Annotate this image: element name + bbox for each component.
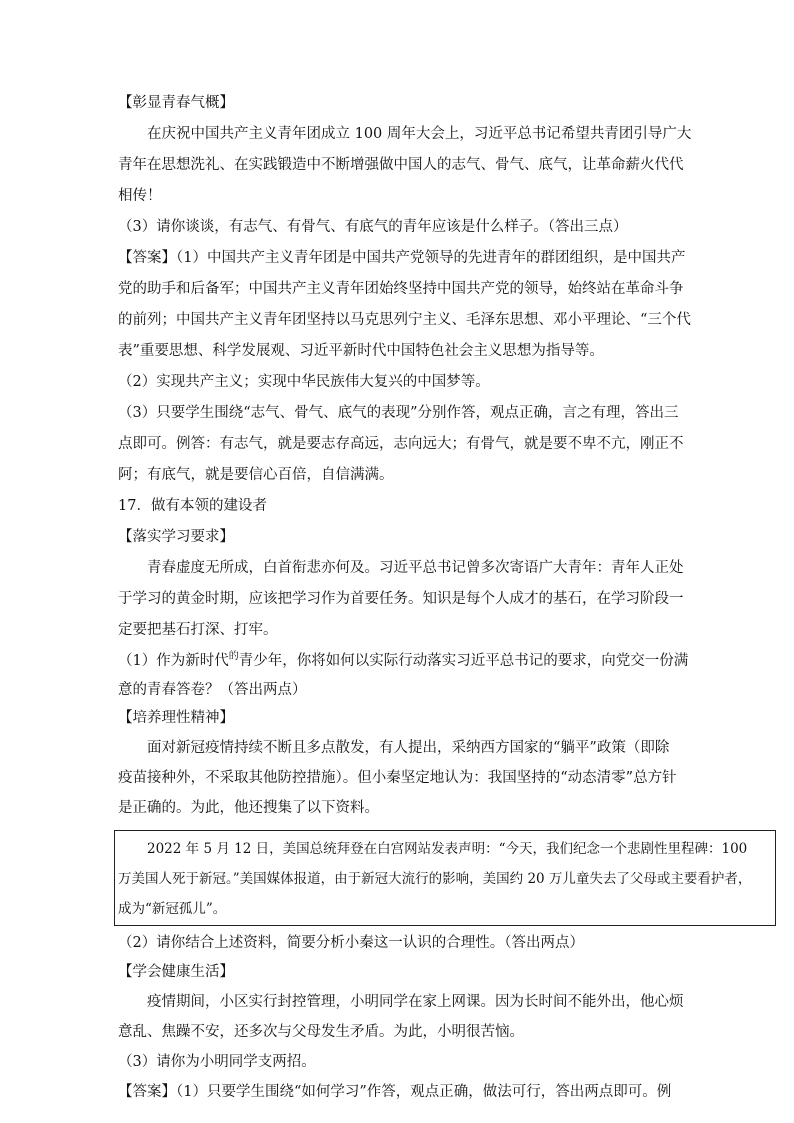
section-heading-study: 【落实学习要求】 — [118, 529, 234, 545]
answer-line: 点即可。例答：有志气，就是要志存高远，志向远大；有骨气，就是要不卑不亢，刚正不 — [118, 436, 684, 452]
answer-17: 【答案】（1）只要学生围绕“如何学习”作答，观点正确，做法可行，答出两点即可。例 — [118, 1084, 672, 1100]
answer-2: （2）实现共产主义；实现中华民族伟大复兴的中国梦等。 — [118, 374, 490, 390]
paragraph-line: 于学习的黄金时期，应该把学习作为首要任务。知识是每个人成才的基石，在学习阶段一 — [118, 591, 684, 607]
paragraph-line: 相传！ — [118, 188, 162, 204]
paragraph-line: 疫情期间，小区实行封控管理，小明同学在家上网课。因为长时间不能外出，他心烦 — [147, 994, 684, 1010]
question-17-1 — [118, 651, 688, 673]
material-line: 2022 年 5 月 12 日，美国总统拜登在白宫网站发表声明：“今天，我们纪念一个悲剧性里程碑：100 — [147, 841, 748, 857]
paragraph-line: 定要把基石打深、打牢。 — [118, 622, 278, 638]
paragraph-line: 青年在思想洗礼、在实践锻造中不断增强做中国人的志气、骨气、底气，让革命薪火代代 — [118, 157, 684, 173]
question-17-1-sup: 的 — [228, 651, 239, 662]
paragraph-line: 疫苗接种外，不采取其他防控措施）。但小秦坚定地认为：我国坚持的“动态清零”总方针 — [118, 770, 677, 786]
section-heading-reason: 【培养理性精神】 — [118, 710, 234, 726]
question-3: （3）请你谈谈，有志气、有骨气、有底气的青年应该是什么样子。（答出三点） — [118, 219, 628, 235]
paragraph-line: 意乱、焦躁不安，还多次与父母发生矛盾。为此，小明很苦恼。 — [118, 1024, 524, 1040]
question-17-2: （2）请你结合上述资料，简要分析小秦这一认识的合理性。（答出两点） — [118, 935, 584, 951]
paragraph-line: 面对新冠疫情持续不断且多点散发，有人提出，采纳西方国家的“躺平”政策（即除 — [147, 740, 670, 756]
question-17-title: 17．做有本领的建设者 — [118, 498, 267, 514]
question-17-1-post: 青少年，你将如何以实际行动落实习近平总书记的要求，向党交一份满 — [238, 653, 689, 669]
paragraph-line: 是正确的。为此，他还搜集了以下资料。 — [118, 800, 379, 816]
material-line: 成为“新冠孤儿”。 — [118, 901, 227, 917]
answer-line: 【答案】（1）中国共产主义青年团是中国共产党领导的先进青年的群团组织，是中国共产 — [118, 250, 686, 266]
section-heading-youth-spirit: 【彰显青春气概】 — [118, 95, 234, 111]
section-heading-health: 【学会健康生活】 — [118, 964, 234, 980]
question-17-1-line2: 意的青春答卷？（答出两点） — [118, 682, 307, 698]
paragraph-line: 在庆祝中国共产主义青年团成立 100 周年大会上，习近平总书记希望共青团引导广大 — [147, 126, 692, 142]
question-17-3: （3）请你为小明同学支两招。 — [118, 1054, 316, 1070]
answer-line: 党的助手和后备军；中国共产主义青年团始终坚持中国共产党的领导，始终站在革命斗争 — [118, 281, 684, 297]
material-line: 万美国人死于新冠。”美国媒体报道，由于新冠大流行的影响，美国约 20 万儿童失去了父母或主要看护者， — [118, 871, 752, 887]
question-17-1-pre: （1）作为新时代 — [118, 653, 229, 669]
answer-line: 的前列；中国共产主义青年团坚持以马克思列宁主义、毛泽东思想、邓小平理论、“三个代 — [118, 312, 691, 328]
answer-line: 阿；有底气，就是要信心百倍，自信满满。 — [118, 467, 394, 483]
answer-line: 表”重要思想、科学发展观、习近平新时代中国特色社会主义思想为指导等。 — [118, 343, 604, 359]
paragraph-line: 青春虚度无所成，白首衔悲亦何及。习近平总书记曾多次寄语广大青年：青年人正处 — [147, 560, 684, 576]
answer-line: （3）只要学生围绕“志气、骨气、底气的表现”分别作答，观点正确，言之有理，答出三 — [118, 405, 679, 421]
